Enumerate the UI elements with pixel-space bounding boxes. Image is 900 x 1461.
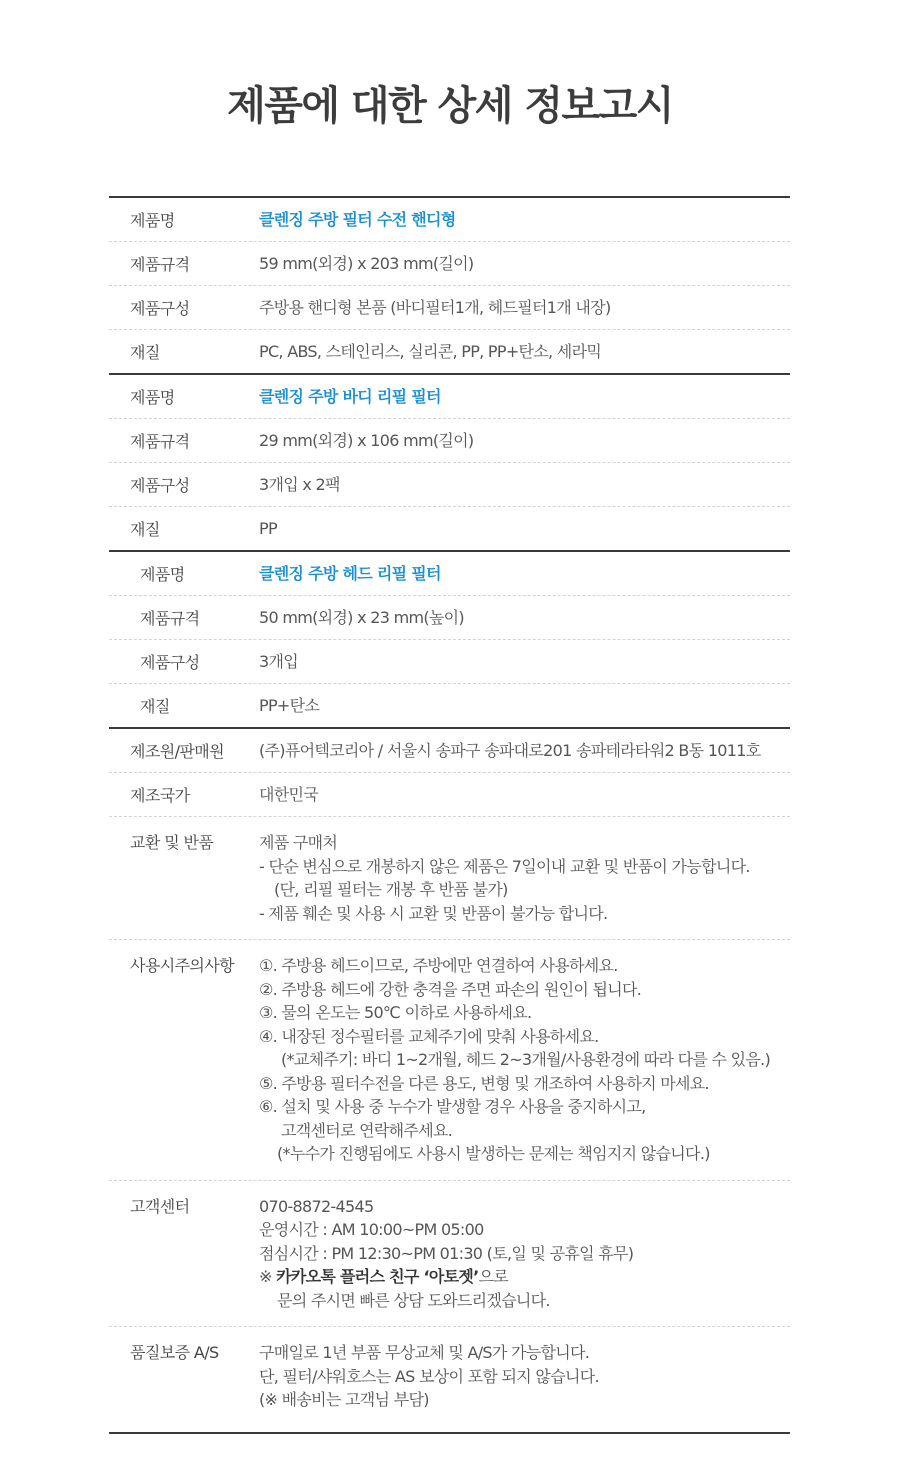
text-line: ⑤. 주방용 필터수전을 다른 용도, 변형 및 개조하여 사용하지 마세요. (259, 1073, 709, 1093)
row-value: 59 mm(외경) x 203 mm(길이) (259, 253, 474, 273)
product-name: 클렌징 주방 바디 리필 필터 (259, 386, 441, 406)
row-label: 교환 및 반품 (130, 833, 214, 852)
text-line: ①. 주방용 헤드이므로, 주방에만 연결하여 사용하세요. (259, 956, 618, 975)
table-row (109, 329, 790, 373)
exchange-value (259, 831, 790, 925)
table-row (109, 772, 790, 816)
table-row (109, 639, 790, 683)
caution-value (259, 954, 790, 1166)
row-label: 제품규격 (130, 432, 190, 451)
row-label: 제조원/판매원 (130, 742, 224, 761)
row-label: 재질 (130, 520, 160, 539)
kakao-suffix: 으로 (478, 1267, 509, 1286)
customer-center-value (259, 1195, 790, 1313)
table-row (109, 375, 790, 418)
row-label: 제품명 (140, 565, 185, 584)
product-name: 클렌징 주방 필터 수전 핸디형 (259, 209, 456, 229)
text-line: 구매일로 1년 부품 무상교체 및 A/S가 가능합니다. (259, 1343, 590, 1362)
kakao-channel-name: 카카오톡 플러스 친구 ‘아토젯’ (276, 1267, 479, 1286)
text-line: - 단순 변심으로 개봉하지 않은 제품은 7일이내 교환 및 반품이 가능합니다. (259, 856, 750, 876)
table-row-exchange (109, 816, 790, 939)
text-line: - 제품 훼손 및 사용 시 교환 및 반품이 불가능 합니다. (259, 903, 608, 923)
operating-hours: 운영시간 : AM 10:00~PM 05:00 (259, 1220, 484, 1239)
row-label: 제품구성 (130, 299, 190, 318)
manufacturer-value: (주)퓨어텍코리아 / 서울시 송파구 송파대로201 송파테라타워2 B동 1011호 (259, 740, 761, 760)
row-value: PP (259, 518, 277, 538)
country-value: 대한민국 (259, 784, 319, 804)
text-line: 문의 주시면 빠른 상담 도와드리겠습니다. (277, 1290, 550, 1310)
text-line: 제품 구매처 (259, 833, 338, 852)
product-name: 클렌징 주방 헤드 리필 필터 (259, 563, 441, 583)
product-group-body-refill (109, 373, 790, 550)
row-label: 재질 (130, 343, 160, 362)
row-label: 재질 (140, 697, 170, 716)
table-row (109, 683, 790, 727)
text-line: (※ 배송비는 고객님 부담) (259, 1390, 429, 1409)
row-label: 고객센터 (130, 1196, 190, 1216)
text-line: (*누수가 진행됨에도 사용시 발생하는 문제는 책임지지 않습니다.) (277, 1144, 710, 1163)
table-row (109, 462, 790, 506)
text-line: ②. 주방용 헤드에 강한 충격을 주면 파손의 원인이 됩니다. (259, 979, 642, 999)
table-row-warranty (109, 1326, 790, 1432)
product-group-main (109, 198, 790, 373)
row-value: 29 mm(외경) x 106 mm(길이) (259, 430, 474, 450)
lunch-hours: 점심시간 : PM 12:30~PM 01:30 (토,일 및 공휴일 휴무) (259, 1243, 634, 1263)
table-row (109, 241, 790, 285)
row-value: 3개입 (259, 651, 298, 671)
row-label: 품질보증 A/S (130, 1343, 219, 1362)
kakao-line (259, 1265, 790, 1289)
table-row-customer-center (109, 1180, 790, 1327)
row-value: PP+탄소 (259, 695, 320, 715)
table-row (109, 285, 790, 329)
text-line: ④. 내장된 정수필터를 교체주기에 맞춰 사용하세요. (259, 1026, 599, 1046)
table-row (109, 198, 790, 241)
row-value: 50 mm(외경) x 23 mm(높이) (259, 607, 464, 627)
text-line: ③. 물의 온도는 50℃ 이하로 사용하세요. (259, 1003, 532, 1022)
table-row (109, 729, 790, 772)
row-label: 제품규격 (130, 255, 190, 274)
row-label: 제품구성 (140, 653, 200, 672)
text-line: (단, 리필 필터는 개봉 후 반품 불가) (274, 880, 508, 899)
row-value: 3개입 x 2팩 (259, 474, 340, 494)
general-info-group (109, 727, 790, 1432)
row-label: 제품명 (130, 211, 175, 230)
reference-mark: ※ (259, 1267, 277, 1286)
table-row (109, 595, 790, 639)
table-row (109, 506, 790, 550)
row-label: 사용시주의사항 (130, 956, 234, 975)
table-row (109, 552, 790, 595)
text-line: 단, 필터/샤워호스는 AS 보상이 포함 되지 않습니다. (259, 1366, 599, 1386)
phone-number: 070-8872-4545 (259, 1196, 374, 1216)
row-label: 제품규격 (140, 609, 200, 628)
product-info-table (109, 196, 790, 1434)
product-group-head-refill (109, 550, 790, 727)
table-row (109, 418, 790, 462)
row-value: 주방용 핸디형 본품 (바디필터1개, 헤드필터1개 내장) (259, 297, 611, 317)
text-line: ⑥. 설치 및 사용 중 누수가 발생할 경우 사용을 중지하시고, (259, 1097, 646, 1116)
text-line: 고객센터로 연락해주세요. (281, 1120, 453, 1140)
warranty-value (259, 1341, 790, 1412)
row-label: 제품구성 (130, 476, 190, 495)
row-label: 제품명 (130, 388, 175, 407)
row-value: PC, ABS, 스테인리스, 실리콘, PP, PP+탄소, 세라믹 (259, 341, 602, 361)
row-label: 제조국가 (130, 786, 190, 805)
table-row-caution (109, 939, 790, 1180)
page-title: 제품에 대한 상세 정보고시 (227, 83, 673, 129)
text-line: (*교체주기: 바디 1~2개월, 헤드 2~3개월/사용환경에 따라 다를 수 있음.) (281, 1050, 771, 1069)
